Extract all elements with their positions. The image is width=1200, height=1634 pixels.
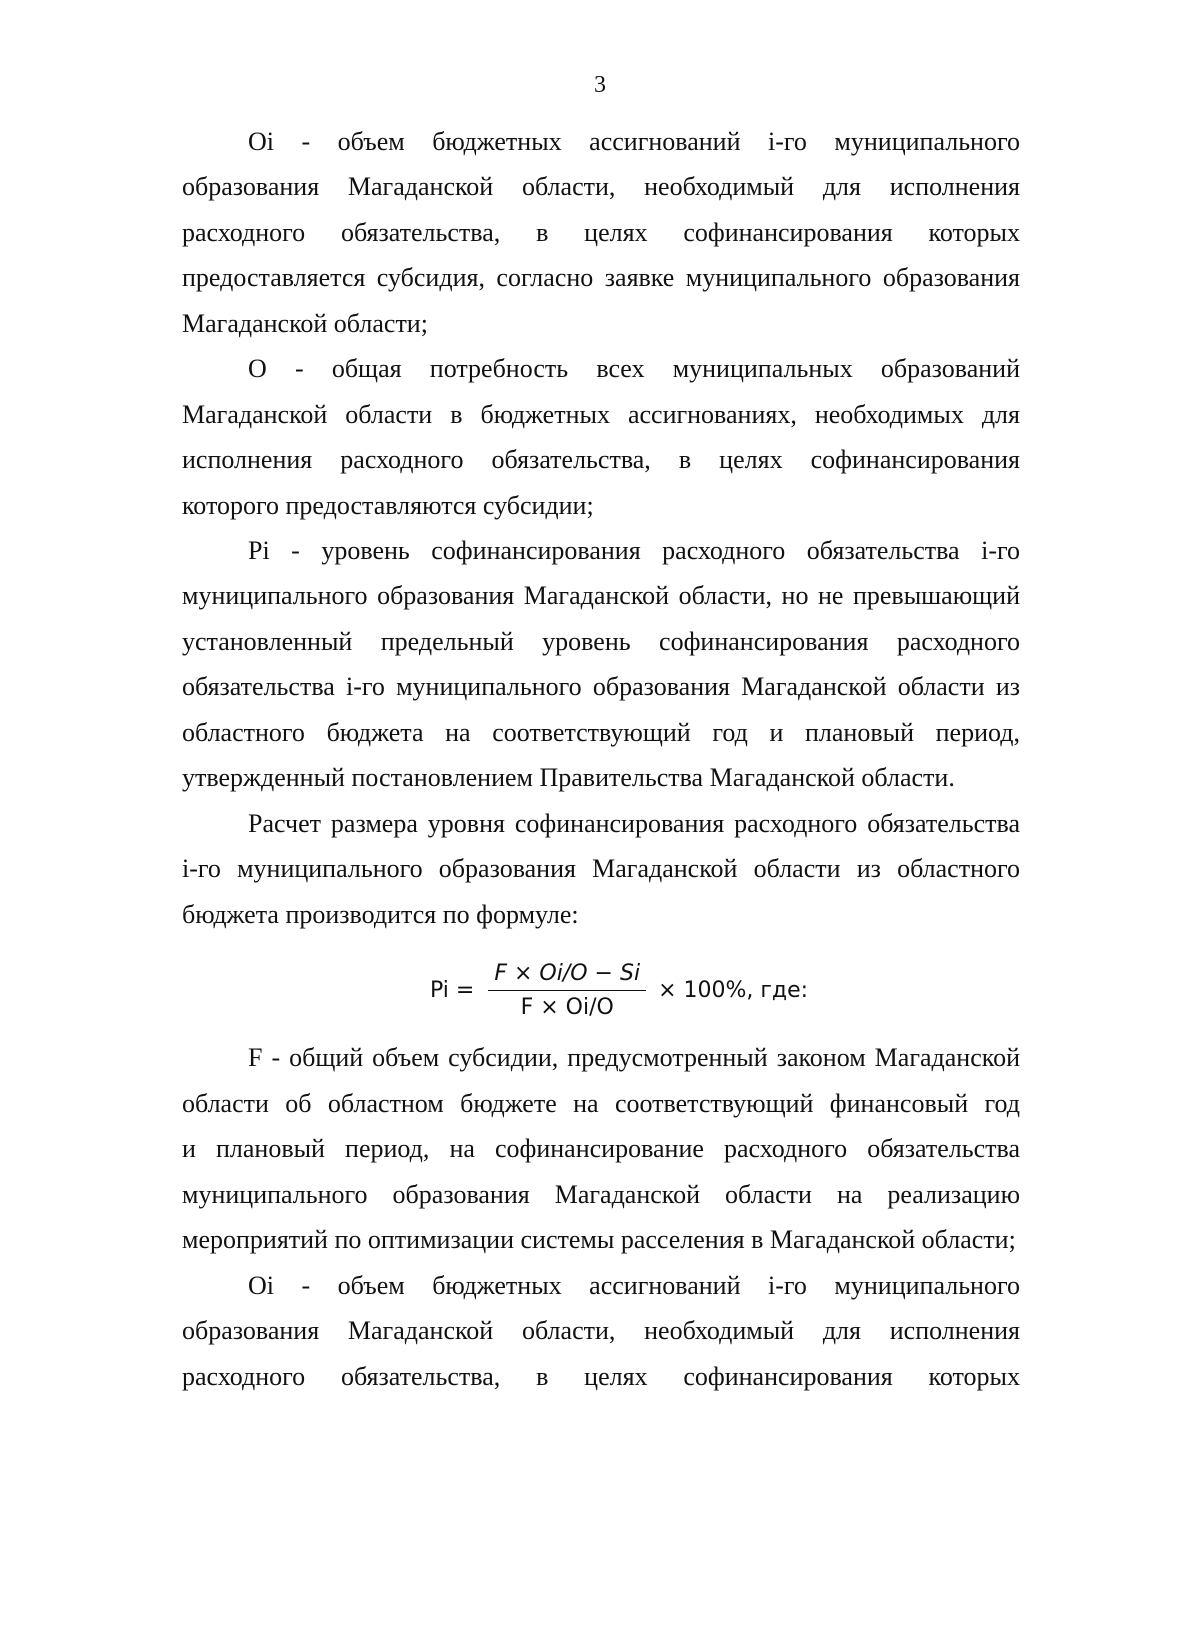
text-line: бюджета производится по формуле: (182, 900, 579, 929)
text-line: Расчет размера уровня софинансирования расходного обязательства (248, 809, 1020, 838)
text-line: Магаданской области; (182, 309, 428, 338)
text-line: O - общая потребность всех муниципальных образований (248, 354, 1020, 383)
text-line: установленный предельный уровень софинансирования расходного (182, 627, 1020, 656)
text-line: мероприятий по оптимизации системы расселения в Магаданской области; (182, 1225, 1016, 1254)
text-line: Oi - объем бюджетных ассигнований i-го муниципального (248, 1271, 1020, 1300)
text-line: и плановый период, на софинансирование расходного обязательства (182, 1134, 1020, 1163)
text-line: муниципального образования Магаданской области на реализацию (182, 1180, 1020, 1209)
text-line: утвержденный постановлением Правительства Магаданской области. (182, 763, 955, 792)
text-line: обязательства i-го муниципального образования Магаданской области из (182, 672, 1020, 701)
formula-lhs: Pi = (430, 977, 475, 1003)
text-line: расходного обязательства, в целях софинансирования которых (182, 218, 1020, 247)
text-line: муниципального образования Магаданской области, но не превышающий (182, 581, 1020, 610)
text-line: Oi - объем бюджетных ассигнований i-го муниципального (248, 127, 1020, 156)
text-line: расходного обязательства, в целях софинансирования которых (182, 1362, 1020, 1391)
formula-numerator: F × Oi/O − Si (488, 961, 646, 991)
formula-fraction (488, 961, 646, 1020)
formula-denominator: F × Oi/O (520, 994, 614, 1020)
text-line: которого предоставляются субсидии; (182, 491, 594, 520)
text-line: образования Магаданской области, необходимый для исполнения (182, 172, 1020, 201)
text-line: исполнения расходного обязательства, в целях софинансирования (182, 445, 1020, 474)
formula-rhs: × 100%, где: (658, 977, 809, 1003)
text-line: области об областном бюджете на соответствующий финансовый год (182, 1089, 1020, 1118)
text-line: i-го муниципального образования Магаданской области из областного (182, 854, 1020, 883)
text-line: областного бюджета на соответствующий год и плановый период, (182, 718, 1020, 747)
text-line: Магаданской области в бюджетных ассигнованиях, необходимых для (182, 400, 1020, 429)
text-line: предоставляется субсидия, согласно заявке муниципального образования (182, 263, 1020, 292)
text-line: Pi - уровень софинансирования расходного обязательства i-го (248, 536, 1020, 565)
page-number: 3 (594, 72, 606, 98)
text-line: образования Магаданской области, необходимый для исполнения (182, 1316, 1020, 1345)
formula (430, 950, 808, 1030)
text-line: F - общий объем субсидии, предусмотренный законом Магаданской (248, 1043, 1020, 1072)
